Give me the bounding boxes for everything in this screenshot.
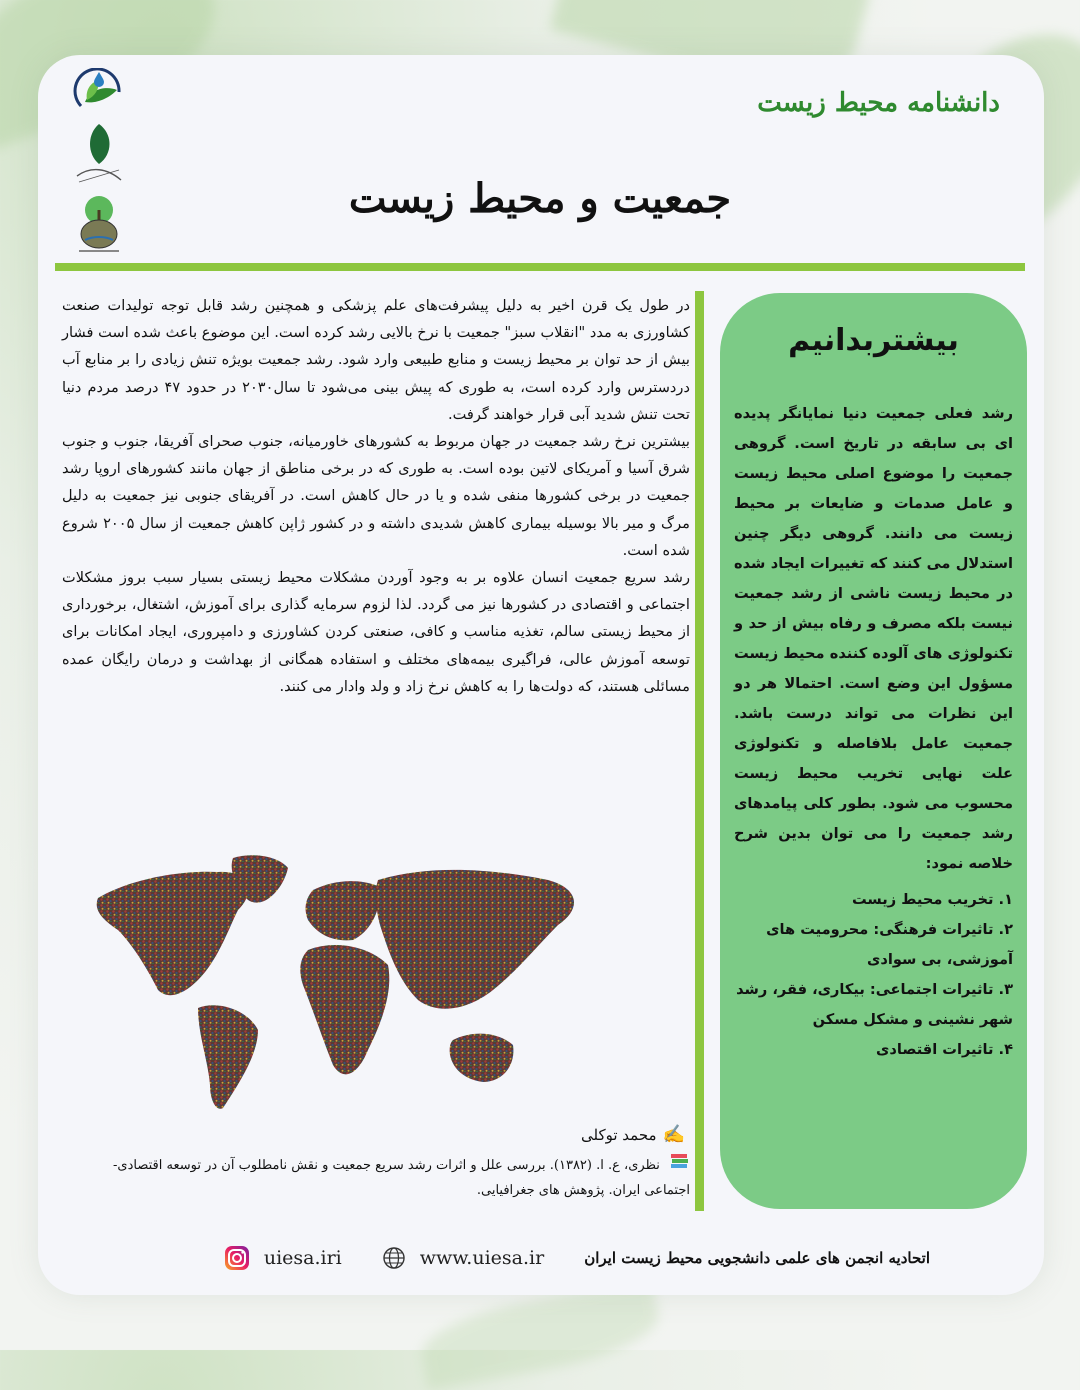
footer xyxy=(150,1238,930,1278)
asia xyxy=(376,870,574,1009)
australia xyxy=(450,1034,514,1082)
article-paragraph: رشد سریع جمعیت انسان علاوه بر به وجود آوردن مشکلات محیط زیستی بسیار سبب بروز مشکلات اجتماعی و اقتصادی در کشورها نیز می گردد. لذا لزوم سرمایه گذاری برای آموزش، اشتغال، برخورداری از محیط زیستی سالم، تغذیه مناسب و کافی، صنعتی کردن کشاورزی و دامپروری، ایجاد امکانات برای توسعه آموزش عالی، فراگیری بیمه‌های مختلف و استفاده همگانی از بهداشت و درمان رایگان عمده مسائلی هستند، که دولت‌ها را به کاهش نرخ زاد و ولد وادار می کنند. xyxy=(62,569,690,695)
list-item: ۳. تاثیرات اجتماعی: بیکاری، فقر، رشد شهر نشینی و مشکل مسکن xyxy=(736,981,1013,1028)
website-link[interactable] xyxy=(382,1246,544,1270)
north-america xyxy=(97,872,249,995)
south-america xyxy=(198,1005,258,1109)
instagram-link[interactable] xyxy=(224,1245,342,1271)
panel-body xyxy=(734,399,1013,1065)
author-line xyxy=(581,1124,685,1145)
header-divider xyxy=(55,263,1025,271)
list-item: ۱. تخریب محیط زیست xyxy=(851,891,1013,908)
article-paragraph: در طول یک قرن اخیر به دلیل پیشرفت‌های علم پزشکی و همچنین رشد قابل توجه تولیدات صنعت کشاورزی به مدد "انقلاب سبز" جمعیت با نرخ بالایی رشد کرده است. این موضوع باعث شده است فشار بیش از حد توان بر محیط زیست و منابع طبیعی وارد شود. رشد جمعیت بویژه تنش زیادی را بر منابع آب دردسترس وارد کرده است، به طوری که پیش بینی می‌شود تا سال۲۰۳۰ در حدود ۴۷ درصد مردم دنیا تحت تنش شدید آبی قرار خواهند گرفت. xyxy=(62,297,690,423)
consequences-list xyxy=(734,885,1013,1065)
panel-text: رشد فعلی جمعیت دنیا نمایانگر پدیده ای بی سابقه در تاریخ است. گروهی جمعیت را موضوع اصلی محیط زیست و عامل صدمات و ضایعات بر محیط زیست می دانند. گروهی دیگر چنین استدلال می کنند که تغییرات ایجاد شده در محیط زیست ناشی از رشد جمعیت نیست بلکه مصرف و رفاه بیش از حد و تکنولوژی های آلوده کننده محیط زیست مسؤول این وضع است. احتمالا هر دو این نظرات می تواند درست باشد. جمعیت عامل بلافاصله و تکنولوژی علت نهایی تخریب محیط زیست محسوب می شود. بطور کلی پیامدهای رشد جمعیت را می توان بدین شرح خلاصه نمود: xyxy=(734,405,1013,872)
logo-stack xyxy=(68,68,130,258)
website-url: www.uiesa.ir xyxy=(419,1247,545,1269)
instagram-handle: uiesa.iri xyxy=(263,1247,342,1269)
africa xyxy=(300,945,389,1074)
article-paragraph: بیشترین نرخ رشد جمعیت در جهان مربوط به کشورهای خاورمیانه، جنوب صحرای آفریقا، جنوب و جنوب شرق آسیا و آمریکای لاتین بوده است. به طوری که در برخی مناطق از جهان مانند کشورهای اروپا رشد جمعیت در برخی کشورها منفی شده و یا در حال کاهش است. در آفریقای جنوبی نیز جمعیت به دلیل مرگ و میر بالا بوسیله بیماری کاهش شدیدی داشته و در کشور ژاپن کاهش جمعیت از سال ۲۰۰۵ شروع شده است. xyxy=(62,433,690,559)
reference-text: نظری، ع. ا. (۱۳۸۲). بررسی علل و اثرات رشد سریع جمعیت و نقش نامطلوب آن در توسعه اقتصادی-اجتماعی ایران. پژوهش های جغرافیایی. xyxy=(113,1158,690,1198)
books-icon xyxy=(670,1152,690,1179)
column-divider xyxy=(695,291,704,1211)
reference xyxy=(70,1152,690,1203)
instagram-icon xyxy=(224,1245,250,1271)
europe xyxy=(306,881,380,940)
globe-icon xyxy=(382,1246,406,1270)
organization-name: اتحادیه انجمن های علمی دانشجویی محیط زیست ایران xyxy=(584,1249,930,1267)
author-name: محمد توکلی xyxy=(581,1125,657,1144)
learn-more-panel xyxy=(720,293,1027,1209)
encyclopedia-subtitle: دانشنامه محیط زیست xyxy=(757,88,1000,118)
article-body xyxy=(62,292,690,700)
background-leaf xyxy=(416,1280,665,1390)
list-item: ۲. تاثیرات فرهنگی: محرومیت های آموزشی، بی سوادی xyxy=(766,921,1013,968)
pen-icon: ✍ xyxy=(662,1124,685,1145)
list-item: ۴. تاثیرات اقتصادی xyxy=(875,1041,1013,1058)
world-map-crowd-image xyxy=(88,850,648,1120)
page-title: جمعیت و محیط زیست xyxy=(348,175,732,222)
panel-title: بیشتربدانیم xyxy=(788,323,959,358)
leaf-drop-logo xyxy=(73,68,125,114)
